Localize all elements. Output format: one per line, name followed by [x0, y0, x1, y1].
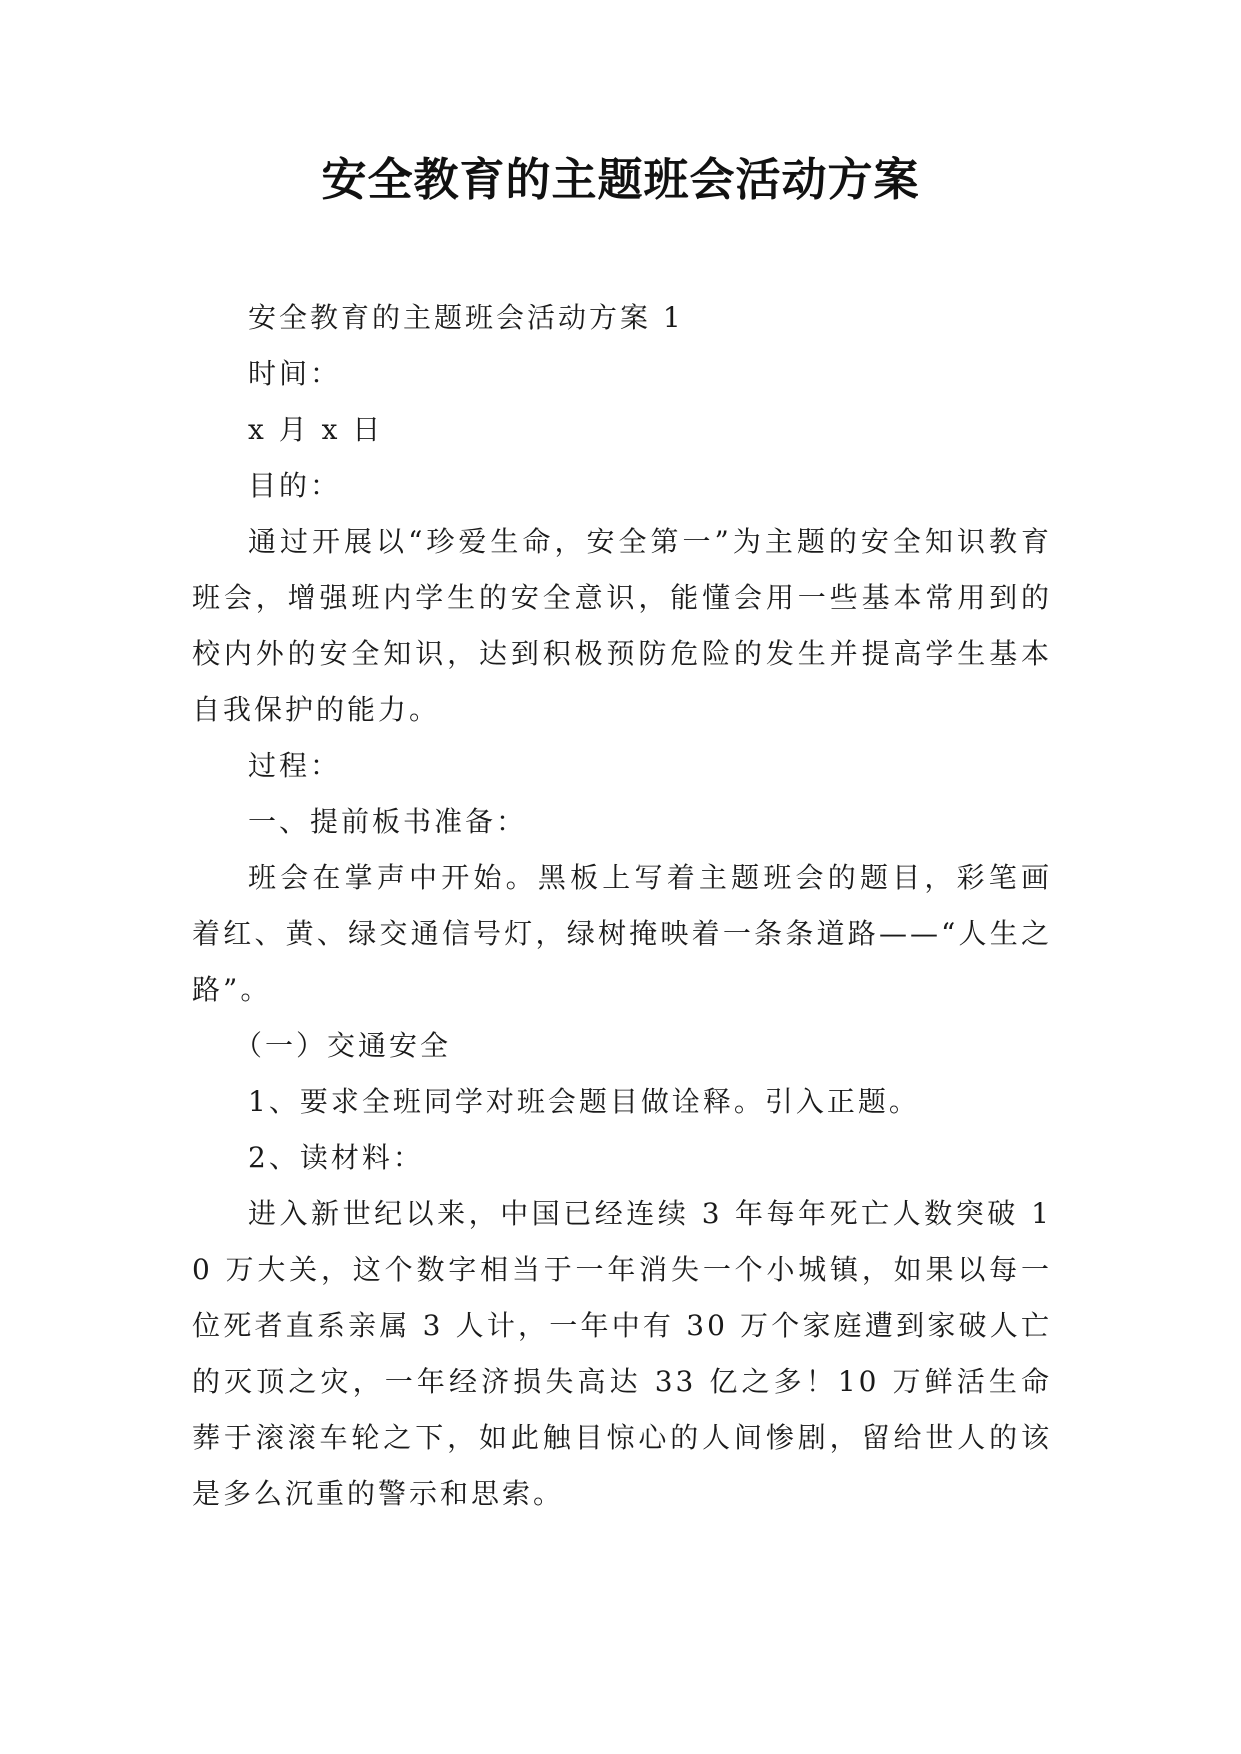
list-item: 1、要求全班同学对班会题目做诠释。引入正题。: [248, 1085, 920, 1118]
purpose-paragraph: 通过开展以“珍爱生命，安全第一”为主题的安全知识教育班会，增强班内学生的安全意识，能懂会用一些基本常用到的校内外的安全知识，达到积极预防危险的发生并提高学生基本自我保护的能力。: [192, 525, 1052, 726]
process-label: 过程：: [248, 749, 342, 782]
purpose-label: 目的：: [248, 469, 342, 502]
section-heading: 安全教育的主题班会活动方案 1: [248, 301, 684, 334]
step-heading: 一、提前板书准备：: [248, 805, 528, 838]
time-value: x 月 x 日: [248, 413, 384, 446]
board-paragraph: 班会在掌声中开始。黑板上写着主题班会的题目，彩笔画着红、黄、绿交通信号灯，绿树掩映着一条条道路——“人生之路”。: [192, 861, 1052, 1006]
material-paragraph: 进入新世纪以来，中国已经连续 3 年每年死亡人数突破 10 万大关，这个数字相当于一年消失一个小城镇，如果以每一位死者直系亲属 3 人计，一年中有 30 万个家庭遭到家破人亡的灭顶之灾，一年经济损失高达 33 亿之多！10 万鲜活生命葬于滚滚车轮之下，如此触目惊心的人间惨剧，留给世人的该是多么沉重的警示和思索。: [192, 1197, 1052, 1510]
document-body: [192, 290, 1052, 1522]
document-title: 安全教育的主题班会活动方案: [321, 153, 920, 206]
subsection-heading: （一）交通安全: [234, 1029, 452, 1062]
list-item: 2、读材料：: [248, 1141, 424, 1174]
time-label: 时间：: [248, 357, 342, 390]
